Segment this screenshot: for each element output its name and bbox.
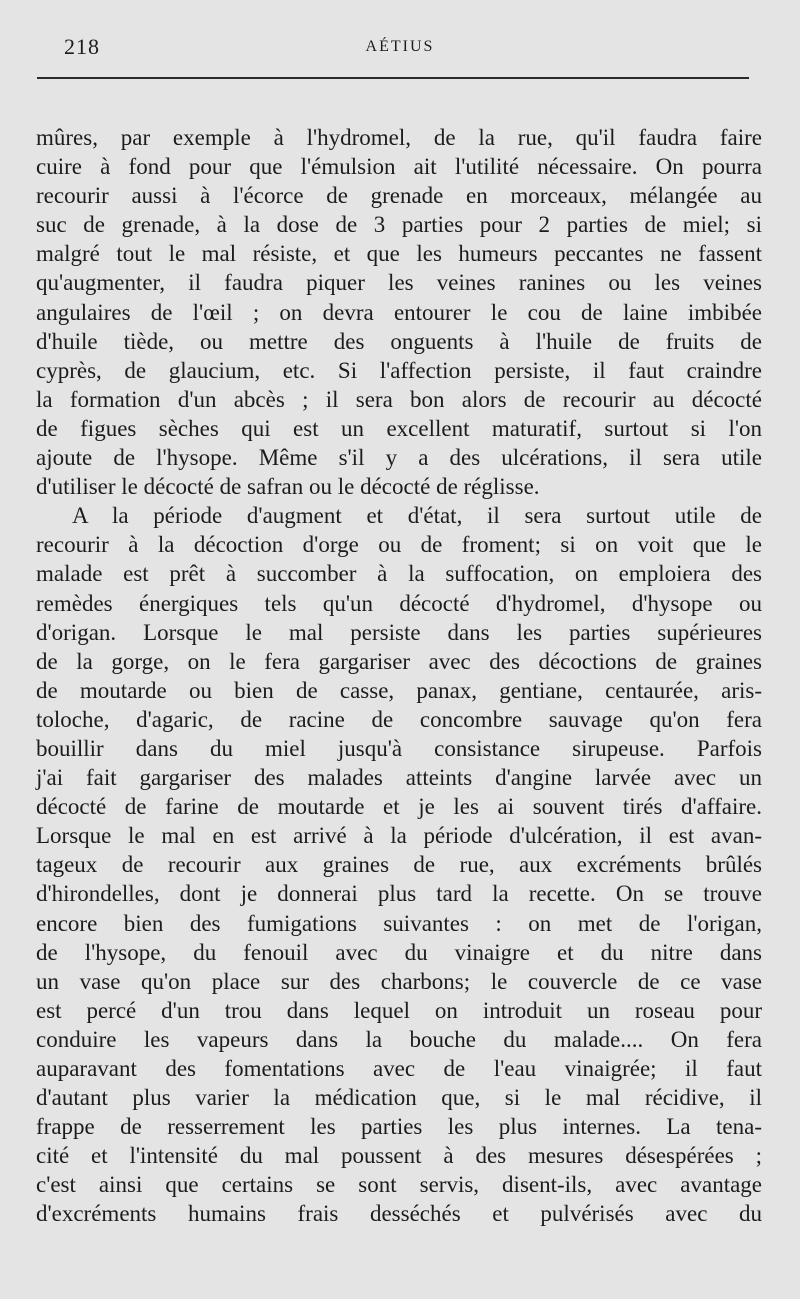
text-line: d'excréments humains frais desséchés et pulvérisés avec du (36, 1201, 762, 1227)
text-line: d'hirondelles, dont je donnerai plus tard la recette. On se trouve (36, 881, 762, 907)
text-line: toloche, d'agaric, de racine de concombre sauvage qu'on fera (36, 706, 762, 732)
text-line: qu'augmenter, il faudra piquer les veines ranines ou les veines (36, 270, 762, 296)
text-line: cyprès, de glaucium, etc. Si l'affection persiste, il faut craindre (36, 357, 762, 383)
text-line: encore bien des fumigations suivantes : on met de l'origan, (36, 910, 762, 936)
text-line: la formation d'un abcès ; il sera bon alors de recourir au décocté (36, 386, 762, 412)
text-line: mûres, par exemple à l'hydromel, de la rue, qu'il faudra faire (36, 125, 762, 150)
text-line: Lorsque le mal en est arrivé à la période d'ulcération, il est avan- (36, 823, 762, 849)
text-line: d'origan. Lorsque le mal persiste dans les parties supérieures (36, 619, 762, 645)
header-rule (37, 77, 749, 79)
text-line: malade est prêt à succomber à la suffocation, on emploiera des (36, 561, 762, 587)
text-line: auparavant des fomentations avec de l'eau vinaigrée; il faut (36, 1056, 762, 1081)
text-line: d'huile tiède, ou mettre des onguents à l'huile de fruits de (36, 328, 762, 354)
text-line: un vase qu'on place sur des charbons; le couvercle de ce vase (36, 968, 762, 994)
text-line: d'autant plus varier la médication que, si le mal récidive, il (36, 1085, 762, 1111)
text-line: recourir à la décoction d'orge ou de froment; si on voit que le (36, 532, 762, 558)
text-line: j'ai fait gargariser des malades atteints d'angine larvée avec un (36, 765, 762, 791)
text-line: de figues sèches qui est un excellent maturatif, surtout si l'on (36, 415, 762, 441)
text-line: conduire les vapeurs dans la bouche du malade.... On fera (36, 1026, 762, 1052)
text-line: cité et l'intensité du mal poussent à des mesures désespérées ; (36, 1143, 762, 1169)
running-head: AÉTIUS (365, 38, 435, 55)
text-line: tageux de recourir aux graines de rue, aux excréments brûlés (36, 852, 762, 878)
text-line: malgré tout le mal résiste, et que les humeurs peccantes ne fassent (36, 241, 762, 267)
text-line: remèdes énergiques tels qu'un décocté d'hydromel, d'hysope ou (36, 590, 762, 616)
page-number: 218 (64, 34, 100, 59)
text-line: recourir aussi à l'écorce de grenade en morceaux, mélangée au (36, 183, 762, 209)
text-line: de moutarde ou bien de casse, panax, gentiane, centaurée, aris- (36, 677, 762, 703)
body-text (36, 123, 762, 1229)
text-line: de l'hysope, du fenouil avec du vinaigre et du nitre dans (36, 939, 762, 965)
paragraph-start-line: A la période d'augment et d'état, il sera surtout utile de (72, 503, 762, 529)
text-line: c'est ainsi que certains se sont servis, disent-ils, avec avantage (36, 1172, 762, 1198)
text-line: angulaires de l'œil ; on devra entourer le cou de laine imbibée (36, 299, 762, 325)
text-line: de la gorge, on le fera gargariser avec des décoctions de graines (36, 648, 762, 674)
text-line: suc de grenade, à la dose de 3 parties pour 2 parties de miel; si (36, 212, 762, 238)
text-line: cuire à fond pour que l'émulsion ait l'utilité nécessaire. On pourra (36, 154, 762, 180)
text-line: ajoute de l'hysope. Même s'il y a des ulcérations, il sera utile (36, 445, 762, 471)
text-line: décocté de farine de moutarde et je les ai souvent tirés d'affaire. (36, 794, 762, 820)
text-line: frappe de resserrement les parties les plus internes. La tena- (36, 1114, 762, 1140)
text-line: est percé d'un trou dans lequel on introduit un roseau pour (36, 997, 762, 1023)
text-line: bouillir dans du miel jusqu'à consistance sirupeuse. Parfois (36, 735, 762, 761)
paragraph-end-line: d'utiliser le décocté de safran ou le décocté de réglisse. (36, 474, 540, 500)
